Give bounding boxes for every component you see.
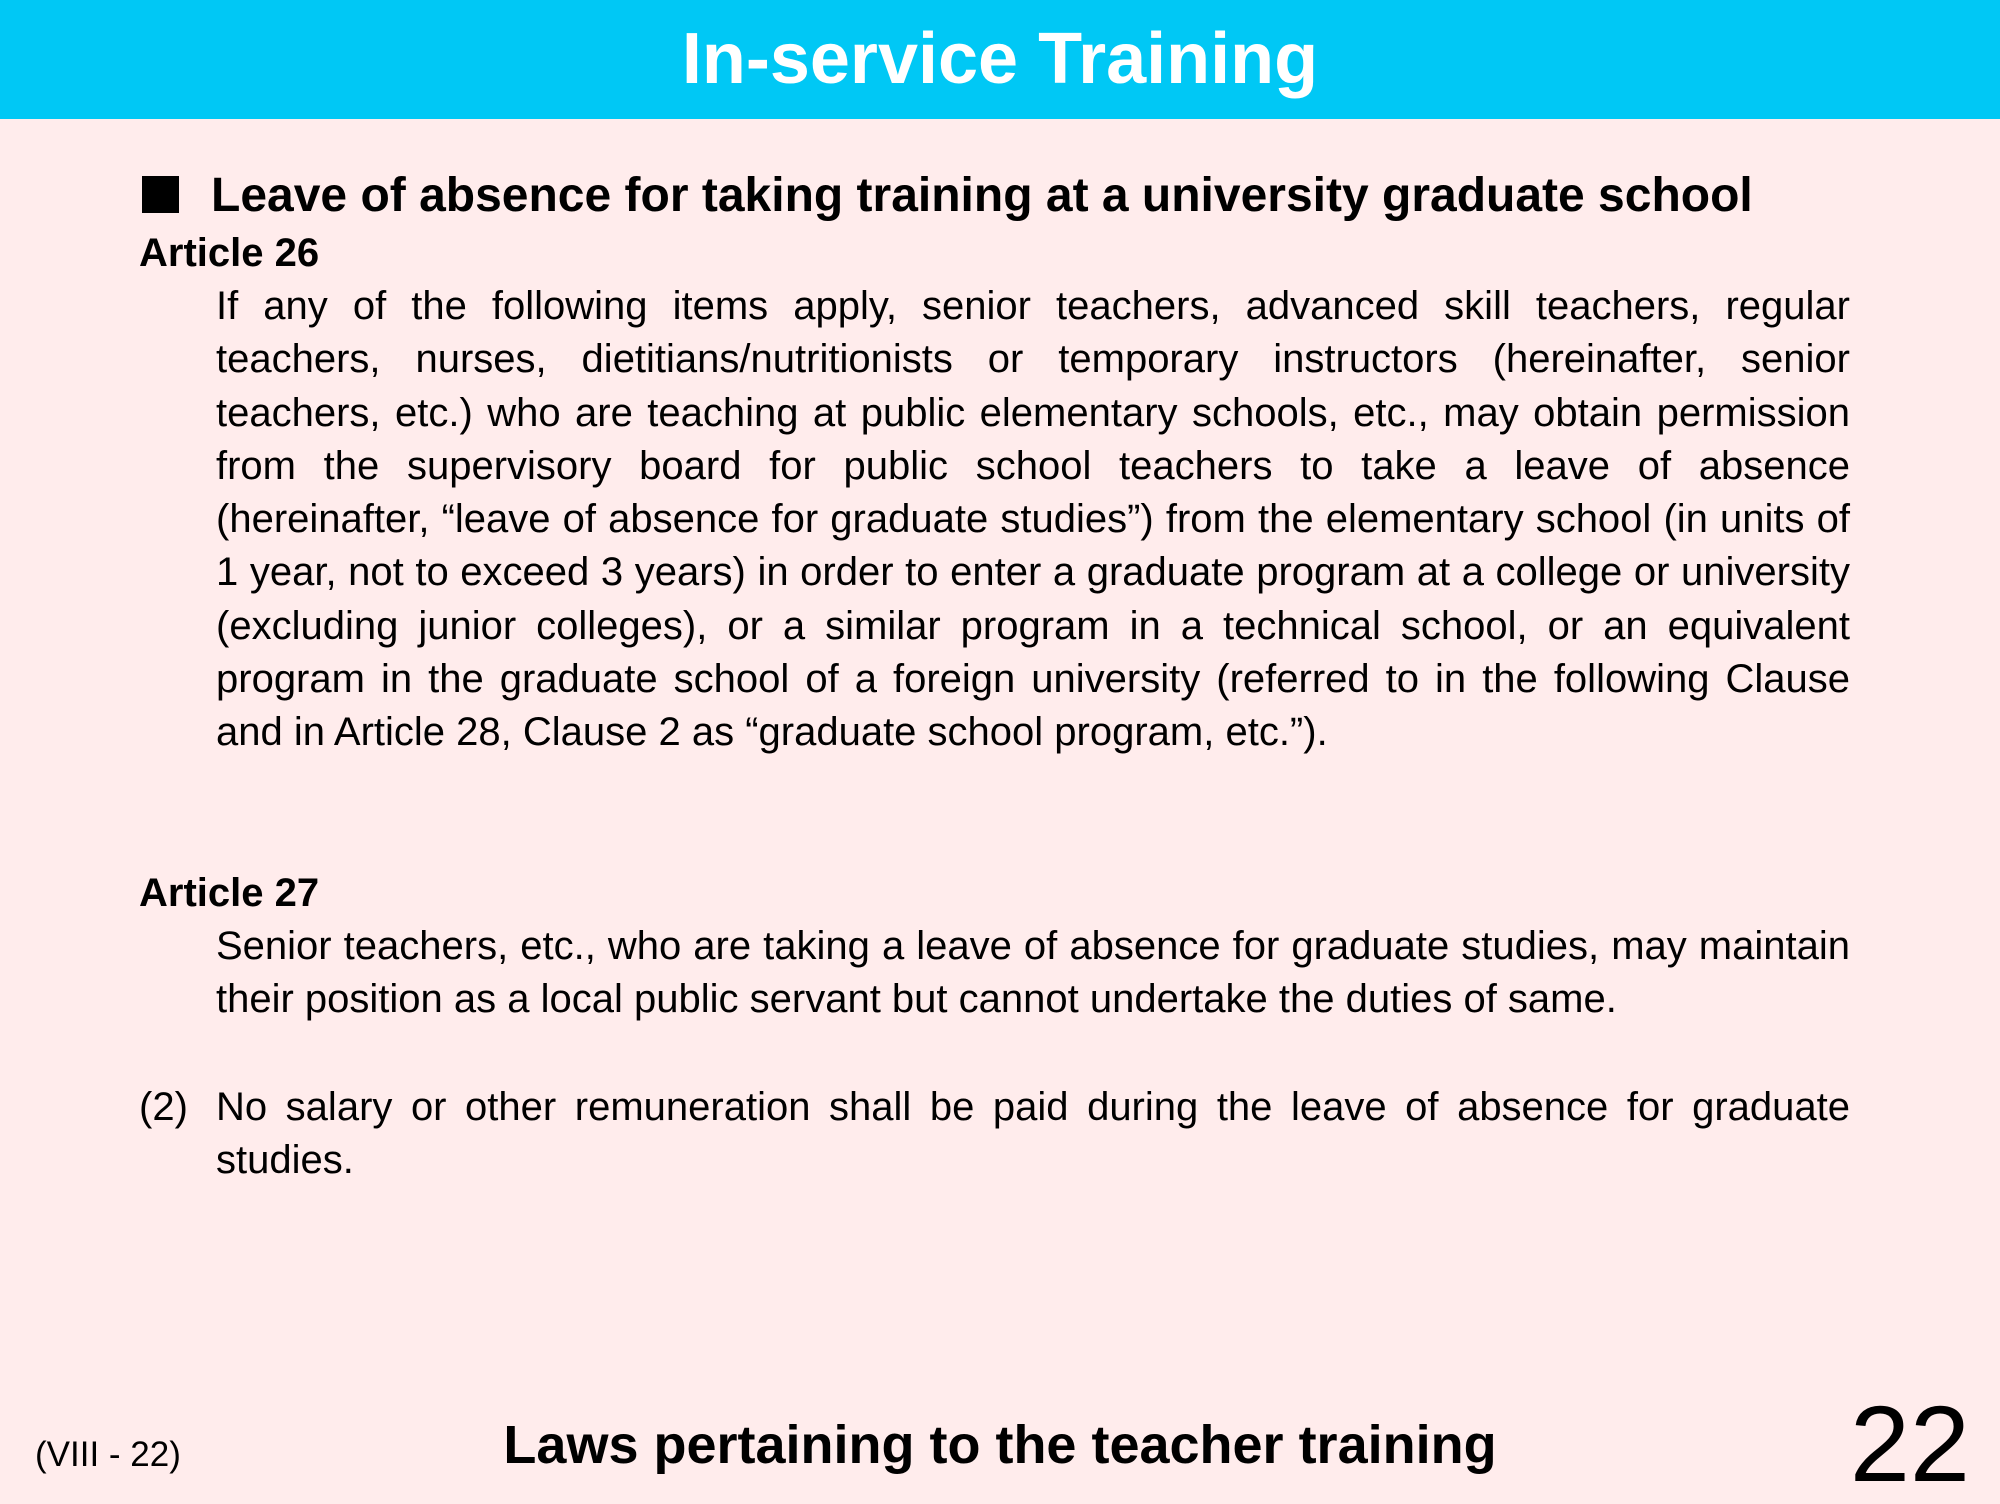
footer-code: (VIII - 22) [35,1435,181,1474]
article-27-body: Senior teachers, etc., who are taking a leave of absence for graduate studies, may maintain their position as a local public servant but cannot undertake the duties of same. [216,924,1850,1022]
section-heading-text: Leave of absence for taking training at a university graduate school [211,169,1753,222]
section-heading [142,168,1753,224]
page-number: 22 [1849,1383,1970,1504]
page-title: In-service Training [681,19,1319,99]
header-bar [0,0,2000,119]
article-26-title: Article 26 [139,231,320,275]
article-26-body: If any of the following items apply, senior teachers, advanced skill teachers, regular teachers, nurses, dietitians/nutritionists or temporary instructors (hereinafter, senior teachers, etc.) who are teaching at public elementary schools, etc., may obtain permission from the supervisory board for public school teachers to take a leave of absence (hereinafter, “leave of absence for graduate studies”) from the elementary school (in units of 1 year, not to exceed 3 years) in order to enter a graduate program at a college or university (excluding junior colleges), or a similar program in a technical school, or an equivalent program in the graduate school of a foreign university (referred to in the following Clause and in Article 28, Clause 2 as “graduate school program, etc.”). [216,284,1850,755]
square-bullet-icon [142,176,179,213]
footer-title: Laws pertaining to the teacher training [503,1415,1497,1475]
clause-text: No salary or other remuneration shall be paid during the leave of absence for graduate studies. [216,1085,1850,1183]
article-27-title: Article 27 [139,871,320,915]
clause-number: (2) [139,1085,188,1129]
